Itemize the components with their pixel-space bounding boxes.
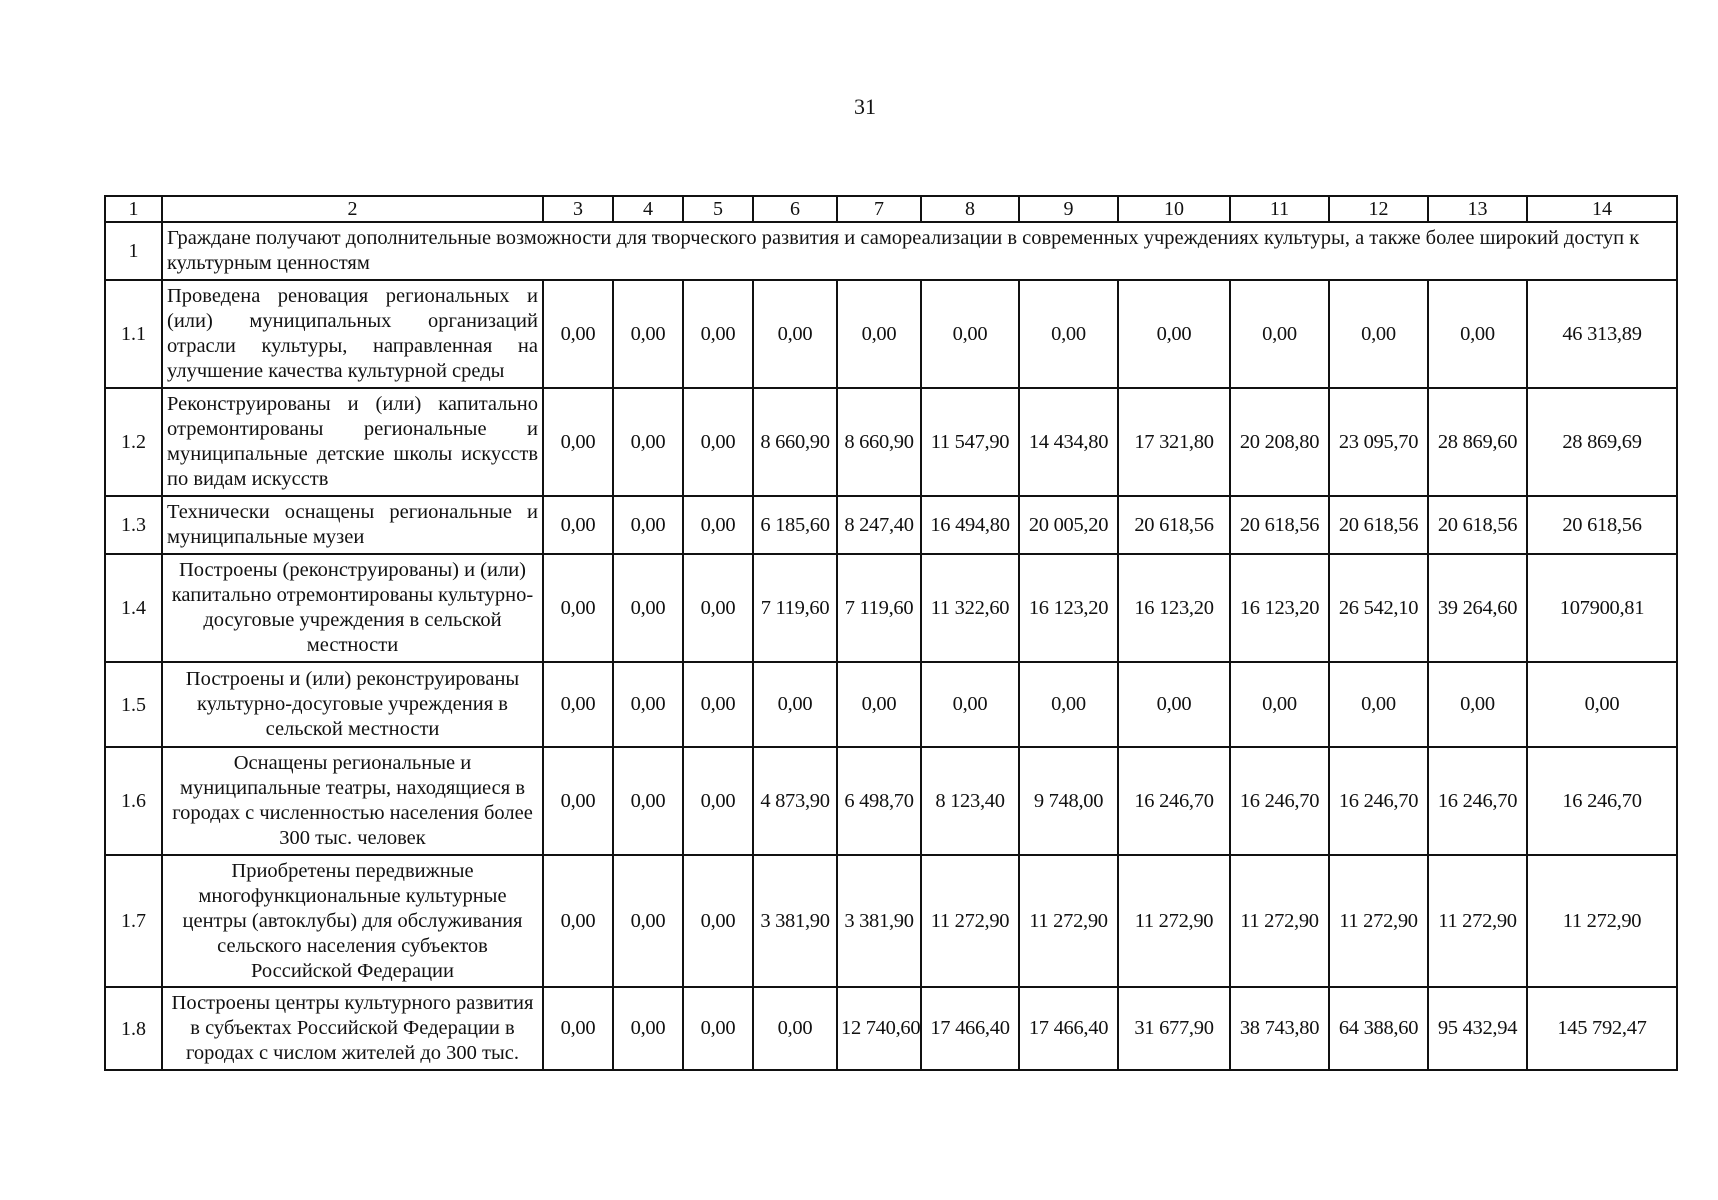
row-description: Построены центры культурного развития в субъектах Российской Федерации в городах с числом жителей до 300 тыс. bbox=[162, 987, 543, 1070]
value-cell: 0,00 bbox=[683, 388, 753, 496]
value-cell: 11 322,60 bbox=[921, 554, 1019, 662]
row-code: 1.5 bbox=[105, 662, 162, 747]
value-cell: 0,00 bbox=[683, 987, 753, 1070]
value-cell: 46 313,89 bbox=[1527, 280, 1677, 388]
column-number: 9 bbox=[1019, 196, 1118, 222]
value-cell: 16 246,70 bbox=[1428, 747, 1527, 855]
table-row bbox=[105, 662, 1677, 747]
value-cell: 0,00 bbox=[921, 280, 1019, 388]
indicators-table bbox=[104, 195, 1678, 1071]
value-cell: 38 743,80 bbox=[1230, 987, 1329, 1070]
value-cell: 0,00 bbox=[1428, 280, 1527, 388]
value-cell: 3 381,90 bbox=[753, 855, 837, 987]
value-cell: 0,00 bbox=[613, 388, 683, 496]
value-cell: 31 677,90 bbox=[1118, 987, 1230, 1070]
value-cell: 0,00 bbox=[1329, 662, 1428, 747]
value-cell: 14 434,80 bbox=[1019, 388, 1118, 496]
table-row bbox=[105, 280, 1677, 388]
row-code: 1.8 bbox=[105, 987, 162, 1070]
value-cell: 95 432,94 bbox=[1428, 987, 1527, 1070]
value-cell: 6 498,70 bbox=[837, 747, 921, 855]
row-code: 1.4 bbox=[105, 554, 162, 662]
row-code: 1.1 bbox=[105, 280, 162, 388]
value-cell: 0,00 bbox=[543, 855, 613, 987]
column-number: 14 bbox=[1527, 196, 1677, 222]
value-cell: 107900,81 bbox=[1527, 554, 1677, 662]
row-code: 1.3 bbox=[105, 496, 162, 554]
value-cell: 0,00 bbox=[753, 987, 837, 1070]
value-cell: 12 740,60 bbox=[837, 987, 921, 1070]
row-description: Приобретены передвижные многофункциональные культурные центры (автоклубы) для обслуживания сельского населения субъектов Российской Федерации bbox=[162, 855, 543, 987]
value-cell: 16 246,70 bbox=[1118, 747, 1230, 855]
value-cell: 11 272,90 bbox=[1118, 855, 1230, 987]
table-row bbox=[105, 747, 1677, 855]
value-cell: 20 618,56 bbox=[1230, 496, 1329, 554]
value-cell: 16 494,80 bbox=[921, 496, 1019, 554]
value-cell: 0,00 bbox=[1230, 662, 1329, 747]
column-number: 13 bbox=[1428, 196, 1527, 222]
value-cell: 0,00 bbox=[683, 280, 753, 388]
row-code: 1.6 bbox=[105, 747, 162, 855]
value-cell: 16 123,20 bbox=[1019, 554, 1118, 662]
value-cell: 0,00 bbox=[613, 987, 683, 1070]
value-cell: 0,00 bbox=[543, 987, 613, 1070]
value-cell: 64 388,60 bbox=[1329, 987, 1428, 1070]
table-row bbox=[105, 987, 1677, 1070]
column-number: 4 bbox=[613, 196, 683, 222]
row-description: Оснащены региональные и муниципальные театры, находящиеся в городах с численностью населения более 300 тыс. человек bbox=[162, 747, 543, 855]
value-cell: 0,00 bbox=[837, 280, 921, 388]
goal-row bbox=[105, 222, 1677, 280]
column-number-row bbox=[105, 196, 1677, 222]
row-code: 1.2 bbox=[105, 388, 162, 496]
value-cell: 0,00 bbox=[683, 496, 753, 554]
value-cell: 0,00 bbox=[613, 747, 683, 855]
value-cell: 28 869,69 bbox=[1527, 388, 1677, 496]
indicator-rows bbox=[105, 280, 1677, 1070]
column-number: 11 bbox=[1230, 196, 1329, 222]
value-cell: 16 246,70 bbox=[1230, 747, 1329, 855]
row-code: 1.7 bbox=[105, 855, 162, 987]
value-cell: 0,00 bbox=[613, 855, 683, 987]
value-cell: 3 381,90 bbox=[837, 855, 921, 987]
value-cell: 6 185,60 bbox=[753, 496, 837, 554]
value-cell: 16 123,20 bbox=[1230, 554, 1329, 662]
column-number: 8 bbox=[921, 196, 1019, 222]
value-cell: 11 272,90 bbox=[1428, 855, 1527, 987]
row-description: Построены (реконструированы) и (или) капитально отремонтированы культурно-досуговые учреждения в сельской местности bbox=[162, 554, 543, 662]
value-cell: 0,00 bbox=[613, 662, 683, 747]
page-number: 31 bbox=[854, 94, 876, 119]
value-cell: 23 095,70 bbox=[1329, 388, 1428, 496]
value-cell: 16 246,70 bbox=[1329, 747, 1428, 855]
value-cell: 0,00 bbox=[683, 662, 753, 747]
goal-code: 1 bbox=[105, 222, 162, 280]
column-number: 7 bbox=[837, 196, 921, 222]
value-cell: 0,00 bbox=[837, 662, 921, 747]
column-number: 3 bbox=[543, 196, 613, 222]
column-number: 6 bbox=[753, 196, 837, 222]
table-row bbox=[105, 496, 1677, 554]
row-description: Проведена реновация региональных и (или) муниципальных организаций отрасли культуры, направленная на улучшение качества культурной среды bbox=[162, 280, 543, 388]
value-cell: 8 660,90 bbox=[837, 388, 921, 496]
value-cell: 28 869,60 bbox=[1428, 388, 1527, 496]
value-cell: 11 272,90 bbox=[1019, 855, 1118, 987]
value-cell: 0,00 bbox=[1118, 280, 1230, 388]
value-cell: 0,00 bbox=[1230, 280, 1329, 388]
value-cell: 0,00 bbox=[613, 280, 683, 388]
value-cell: 8 123,40 bbox=[921, 747, 1019, 855]
value-cell: 0,00 bbox=[543, 662, 613, 747]
value-cell: 0,00 bbox=[1019, 280, 1118, 388]
value-cell: 0,00 bbox=[543, 554, 613, 662]
value-cell: 26 542,10 bbox=[1329, 554, 1428, 662]
table-row bbox=[105, 388, 1677, 496]
value-cell: 0,00 bbox=[543, 747, 613, 855]
value-cell: 0,00 bbox=[1428, 662, 1527, 747]
value-cell: 20 618,56 bbox=[1329, 496, 1428, 554]
value-cell: 16 246,70 bbox=[1527, 747, 1677, 855]
value-cell: 0,00 bbox=[683, 855, 753, 987]
value-cell: 0,00 bbox=[753, 280, 837, 388]
row-description: Технически оснащены региональные и муниципальные музеи bbox=[162, 496, 543, 554]
value-cell: 11 272,90 bbox=[1329, 855, 1428, 987]
value-cell: 0,00 bbox=[683, 747, 753, 855]
value-cell: 20 618,56 bbox=[1118, 496, 1230, 554]
value-cell: 0,00 bbox=[753, 662, 837, 747]
value-cell: 39 264,60 bbox=[1428, 554, 1527, 662]
value-cell: 11 272,90 bbox=[921, 855, 1019, 987]
row-description: Реконструированы и (или) капитально отремонтированы региональные и муниципальные детские школы искусств по видам искусств bbox=[162, 388, 543, 496]
value-cell: 8 660,90 bbox=[753, 388, 837, 496]
value-cell: 7 119,60 bbox=[837, 554, 921, 662]
value-cell: 0,00 bbox=[1118, 662, 1230, 747]
value-cell: 0,00 bbox=[683, 554, 753, 662]
value-cell: 0,00 bbox=[543, 388, 613, 496]
value-cell: 20 005,20 bbox=[1019, 496, 1118, 554]
value-cell: 20 618,56 bbox=[1527, 496, 1677, 554]
goal-text: Граждане получают дополнительные возможности для творческого развития и самореализации в современных учреждениях культуры, а также более широкий доступ к культурным ценностям bbox=[162, 222, 1677, 280]
value-cell: 11 272,90 bbox=[1527, 855, 1677, 987]
value-cell: 20 618,56 bbox=[1428, 496, 1527, 554]
value-cell: 8 247,40 bbox=[837, 496, 921, 554]
value-cell: 17 321,80 bbox=[1118, 388, 1230, 496]
value-cell: 4 873,90 bbox=[753, 747, 837, 855]
value-cell: 0,00 bbox=[1527, 662, 1677, 747]
value-cell: 0,00 bbox=[543, 280, 613, 388]
value-cell: 7 119,60 bbox=[753, 554, 837, 662]
value-cell: 0,00 bbox=[613, 496, 683, 554]
column-number: 10 bbox=[1118, 196, 1230, 222]
value-cell: 0,00 bbox=[613, 554, 683, 662]
column-number: 12 bbox=[1329, 196, 1428, 222]
value-cell: 9 748,00 bbox=[1019, 747, 1118, 855]
value-cell: 0,00 bbox=[1329, 280, 1428, 388]
table-row bbox=[105, 855, 1677, 987]
row-description: Построены и (или) реконструированы культурно-досуговые учреждения в сельской местности bbox=[162, 662, 543, 747]
column-number: 1 bbox=[105, 196, 162, 222]
value-cell: 0,00 bbox=[1019, 662, 1118, 747]
column-number: 5 bbox=[683, 196, 753, 222]
value-cell: 20 208,80 bbox=[1230, 388, 1329, 496]
value-cell: 0,00 bbox=[921, 662, 1019, 747]
value-cell: 16 123,20 bbox=[1118, 554, 1230, 662]
value-cell: 17 466,40 bbox=[921, 987, 1019, 1070]
column-number: 2 bbox=[162, 196, 543, 222]
value-cell: 17 466,40 bbox=[1019, 987, 1118, 1070]
value-cell: 145 792,47 bbox=[1527, 987, 1677, 1070]
value-cell: 0,00 bbox=[543, 496, 613, 554]
value-cell: 11 547,90 bbox=[921, 388, 1019, 496]
table-row bbox=[105, 554, 1677, 662]
value-cell: 11 272,90 bbox=[1230, 855, 1329, 987]
